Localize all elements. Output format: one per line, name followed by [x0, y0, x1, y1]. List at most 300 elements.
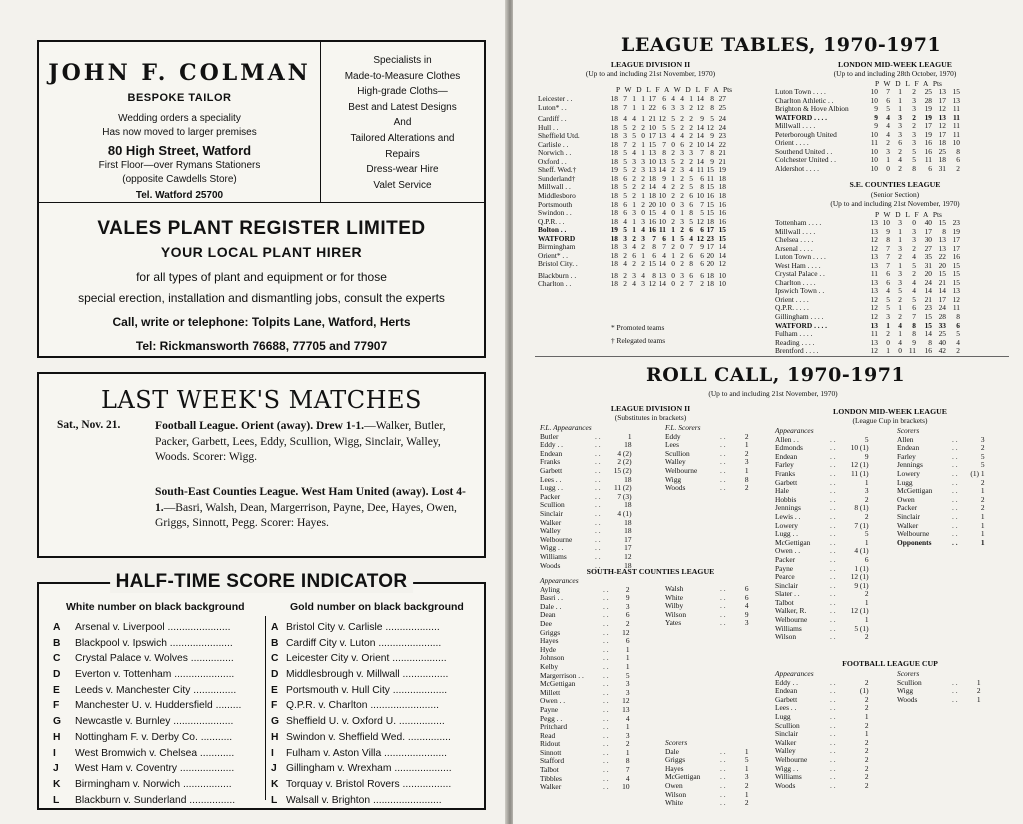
- stat-cell: 5: [671, 156, 675, 166]
- player-name: Lugg: [775, 711, 791, 721]
- stat-cell: 8: [662, 148, 666, 158]
- column-header: Appearances: [540, 576, 579, 585]
- stat-cell: 23: [952, 218, 960, 227]
- player-value: 7: [625, 765, 630, 775]
- stat-cell: 2: [689, 102, 693, 112]
- stat-cell: 4: [662, 208, 666, 218]
- leader-dots: . .: [830, 460, 836, 470]
- stat-cell: 6: [689, 199, 693, 209]
- stat-cell: 13: [938, 243, 946, 253]
- player-name: Walley: [540, 526, 561, 536]
- match-name: Q.P.R. v. Charlton ........................: [286, 700, 439, 712]
- vales-tel: Tel: Rickmansworth 76688, 77705 and 77907: [135, 339, 388, 353]
- player-name: Lewis . .: [775, 511, 801, 521]
- player-value: 1: [980, 529, 985, 539]
- colman-tel: Tel. Watford 25700: [135, 190, 224, 201]
- player-name: Garbett: [540, 465, 563, 475]
- stat-cell: 8: [652, 242, 656, 252]
- stat-cell: 13: [952, 286, 960, 296]
- player-name: Owen . .: [775, 546, 801, 556]
- stat-cell: 10: [648, 122, 656, 132]
- stat-cell: 18: [610, 139, 618, 149]
- team-name: Arsenal . . . .: [775, 243, 813, 253]
- stat-cell: 5: [623, 225, 627, 235]
- section-rule: [535, 356, 1009, 357]
- half-time-row: [271, 636, 452, 652]
- stat-cell: 3: [886, 146, 890, 156]
- stat-cell: 18: [718, 182, 726, 192]
- se-counties-date: (Up to and including 21st November, 1970): [830, 199, 960, 208]
- player-name: Wigg . .: [775, 763, 799, 773]
- stat-cell: 14: [648, 182, 656, 192]
- stat-cell: 2: [689, 156, 693, 166]
- stat-cell: 13: [870, 320, 878, 330]
- stat-cell: 9: [874, 121, 878, 131]
- leader-dots: . .: [595, 465, 601, 475]
- leader-dots: . .: [830, 763, 836, 773]
- player-name: Tibbles: [540, 773, 562, 783]
- stat-cell: 24: [718, 122, 726, 132]
- colman-service: And: [393, 117, 412, 129]
- player-name: Endean: [897, 443, 920, 453]
- leader-dots: . .: [603, 618, 609, 628]
- stat-cell: 10: [870, 163, 878, 173]
- player-name: Scullion: [897, 677, 922, 687]
- player-name: Endean: [540, 448, 563, 458]
- player-value: 1: [980, 511, 985, 521]
- leader-dots: . .: [830, 494, 836, 504]
- stat-cell: 16: [706, 191, 714, 201]
- leader-dots: . .: [952, 460, 958, 470]
- player-name: Walker: [897, 520, 919, 530]
- table-row: [538, 104, 726, 113]
- stat-cell: 15: [706, 208, 714, 218]
- match-letter: I: [271, 747, 274, 759]
- stat-cell: 9: [912, 337, 916, 347]
- rc-midweek-subtitle: (League Cup in brackets): [852, 416, 928, 425]
- stat-cell: 6: [680, 139, 684, 149]
- fl-appearances-table: [540, 424, 632, 570]
- player-value: 5: [625, 670, 630, 680]
- stat-cell: 9: [886, 226, 890, 236]
- roll-call-subtitle: (Up to and including 21st November, 1970): [708, 389, 838, 398]
- team-name: Gillingham . . . .: [775, 312, 824, 322]
- stat-cell: 6: [956, 155, 960, 165]
- leader-dots: . .: [830, 597, 836, 607]
- player-value: 1: [744, 763, 749, 773]
- stat-cell: 11: [952, 121, 960, 131]
- se-scorers-table: [665, 739, 749, 808]
- stat-cell: 14: [718, 242, 726, 252]
- player-value: 12 (1): [850, 460, 869, 470]
- player-value: 2 (2): [617, 457, 632, 467]
- player-row: [665, 619, 749, 628]
- midweek-appearances-table: [775, 427, 869, 642]
- half-time-row: [53, 651, 241, 667]
- match-name: Torquay v. Bristol Rovers .................: [286, 778, 452, 790]
- leader-dots: . .: [603, 661, 609, 671]
- stat-cell: 5: [898, 286, 902, 296]
- leader-dots: . .: [952, 486, 958, 496]
- player-value: 18: [624, 517, 632, 527]
- column-header: Scorers: [897, 426, 920, 435]
- stat-cell: 4: [689, 233, 693, 243]
- stat-cell: 13: [952, 95, 960, 105]
- team-name: WATFORD . . . .: [775, 112, 828, 122]
- stat-cell: 15: [718, 225, 726, 235]
- player-name: Payne: [775, 563, 794, 573]
- stat-cell: 15: [706, 182, 714, 192]
- player-name: Sinclair: [775, 729, 798, 739]
- stat-cell: 5: [632, 131, 636, 141]
- stat-cell: 14: [938, 286, 946, 296]
- stat-cell: 5: [912, 260, 916, 270]
- stat-cell: 19: [610, 225, 618, 235]
- player-value: 8 (1): [854, 503, 869, 513]
- stat-cell: 5: [912, 294, 916, 304]
- vales-subtitle: YOUR LOCAL PLANT HIRER: [160, 244, 363, 260]
- match-letter: B: [53, 637, 61, 649]
- stat-cell: 10: [658, 199, 666, 209]
- leader-dots: . .: [830, 537, 836, 547]
- stat-cell: 1: [641, 114, 645, 124]
- player-row: [540, 783, 630, 792]
- leader-dots: . .: [595, 483, 601, 493]
- stat-cell: 1: [632, 225, 636, 235]
- stat-cell: 4: [886, 286, 890, 296]
- stat-cell: 15: [718, 233, 726, 243]
- leader-dots: . .: [720, 798, 726, 808]
- stat-cell: 9: [874, 104, 878, 114]
- stat-cell: 2: [632, 165, 636, 175]
- stat-cell: 7: [652, 233, 656, 243]
- stat-cell: 3: [912, 138, 916, 148]
- colman-service: High-grade Cloths—: [357, 86, 448, 98]
- leader-dots: . .: [952, 511, 958, 521]
- stat-cell: 2: [680, 122, 684, 132]
- roll-call-title: ROLL CALL, 1970-1971: [646, 364, 906, 386]
- stat-cell: 10: [718, 279, 726, 289]
- stat-cell: 21: [648, 114, 656, 124]
- leader-dots: . .: [603, 584, 609, 594]
- vales-address: Call, write or telephone: Tolpits Lane, Watford, Herts: [112, 315, 411, 329]
- player-value: 9: [625, 593, 630, 603]
- team-name: West Ham . . . .: [775, 260, 821, 270]
- cup-scorers-table: [897, 670, 981, 704]
- match-letter: E: [53, 684, 60, 696]
- player-name: Wilson: [775, 632, 797, 642]
- white-number-heading: White number on black background: [66, 601, 245, 613]
- stat-cell: 2: [680, 225, 684, 235]
- rc-cup-title: FOOTBALL LEAGUE CUP: [842, 659, 938, 668]
- player-value: 2: [864, 737, 869, 747]
- player-value: 1: [864, 729, 869, 739]
- half-time-row: [53, 683, 241, 699]
- stat-cell: 1: [898, 104, 902, 114]
- player-name: Stafford: [540, 756, 565, 766]
- team-name: Millwall . . . .: [775, 121, 816, 131]
- stat-cell: 3: [632, 156, 636, 166]
- team-name: Bolton . .: [538, 225, 567, 235]
- leader-dots: . .: [830, 677, 836, 687]
- player-name: Wilson: [665, 609, 687, 619]
- stat-cell: 11: [696, 165, 704, 175]
- stat-cell: 1: [671, 173, 675, 183]
- player-value: 2: [980, 494, 985, 504]
- stat-cell: 17: [648, 94, 656, 103]
- team-name: Millwall . .: [538, 182, 571, 192]
- divider: [39, 202, 484, 203]
- last-weeks-matches-box: [37, 372, 486, 558]
- player-value: 1: [980, 537, 985, 547]
- stat-cell: 18: [938, 138, 946, 148]
- stat-cell: 10: [658, 191, 666, 201]
- stat-cell: 10: [952, 138, 960, 148]
- team-name: Middlesboro: [538, 191, 576, 201]
- stat-cell: 12: [870, 294, 878, 304]
- stat-cell: 2: [898, 252, 902, 262]
- stat-cell: 2: [680, 182, 684, 192]
- stat-cell: 18: [610, 279, 618, 289]
- stat-cell: 5: [689, 216, 693, 226]
- player-value: 8: [744, 474, 749, 484]
- match-letter: K: [271, 778, 279, 790]
- match-name: Swindon v. Sheffield Wed. ...............: [286, 731, 451, 743]
- stat-cell: 25: [938, 329, 946, 339]
- vales-line: special erection, installation and dismantling jobs, consult the experts: [78, 291, 445, 305]
- team-name: Charlton Athletic . .: [775, 95, 834, 105]
- leader-dots: . .: [603, 756, 609, 766]
- stat-cell: 3: [886, 312, 890, 322]
- leader-dots: . .: [952, 477, 958, 487]
- leader-dots: . .: [830, 520, 836, 530]
- stat-cell: 18: [610, 199, 618, 209]
- colman-ad: [39, 42, 321, 202]
- stat-cell: 19: [924, 129, 932, 139]
- team-name: Ipswich Town . .: [775, 286, 825, 296]
- stat-cell: 2: [641, 199, 645, 209]
- player-name: Wilson: [665, 789, 687, 799]
- stat-cell: 18: [610, 94, 618, 103]
- team-name: Luton Town . . . .: [775, 252, 826, 262]
- stat-cell: 31: [938, 163, 946, 173]
- stat-cell: 0: [671, 199, 675, 209]
- team-name: Tottenham . . . .: [775, 218, 822, 227]
- leader-dots: . .: [603, 773, 609, 783]
- match-letter: F: [271, 700, 278, 712]
- stat-cell: 23: [718, 131, 726, 141]
- player-value: 2: [625, 618, 630, 628]
- colman-subtitle: BESPOKE TAILOR: [127, 92, 232, 104]
- team-name: Aldershot . . . .: [775, 163, 819, 173]
- stat-cell: 2: [689, 139, 693, 149]
- stat-cell: 9: [710, 131, 714, 141]
- player-value: 1: [625, 653, 630, 663]
- stat-cell: 13: [870, 252, 878, 262]
- player-value: 18: [624, 474, 632, 484]
- team-name: Hull . .: [538, 122, 559, 132]
- stat-cell: 5: [912, 146, 916, 156]
- stat-cell: 12: [706, 122, 714, 132]
- stat-cell: 5: [689, 182, 693, 192]
- half-time-row: [271, 651, 452, 667]
- stat-cell: 13: [658, 270, 666, 280]
- leader-dots: . .: [830, 563, 836, 573]
- player-value: 12 (1): [850, 606, 869, 616]
- leader-dots: . .: [720, 618, 726, 628]
- player-name: Read: [540, 730, 556, 740]
- player-value: 2: [625, 584, 630, 594]
- match-letter: F: [53, 700, 60, 712]
- stat-cell: 1: [632, 199, 636, 209]
- team-name: Charlton . . . .: [775, 277, 816, 287]
- stat-cell: 13: [870, 277, 878, 287]
- player-name: Payne: [540, 704, 559, 714]
- leader-dots: . .: [603, 730, 609, 740]
- leader-dots: . .: [720, 601, 726, 611]
- player-name: Dee: [540, 618, 552, 628]
- stat-cell: 18: [610, 259, 618, 269]
- player-value: 6: [864, 554, 869, 564]
- stat-cell: 2: [632, 182, 636, 192]
- relegated-note: † Relegated teams: [611, 336, 666, 345]
- stat-cell: 12: [696, 233, 704, 243]
- fl-scorers-table: [665, 424, 749, 493]
- stat-cell: 13: [938, 87, 946, 96]
- stat-cell: 6: [689, 191, 693, 201]
- player-value: 18: [624, 440, 632, 450]
- player-value: 2: [864, 763, 869, 773]
- stat-cell: 2: [898, 294, 902, 304]
- player-name: Garbett: [775, 477, 798, 487]
- stat-cell: 5: [623, 191, 627, 201]
- promoted-note: * Promoted teams: [611, 323, 665, 332]
- match-name: Blackpool v. Ipswich ......................: [75, 637, 233, 649]
- player-name: Lowery: [897, 468, 920, 478]
- match-lineup: —Walker, Butler, Packer, Garbett, Lees, Eddy, Scullion, Wigg, Sinclair, Walley, Woods. Scorer: Wigg.: [155, 419, 446, 463]
- stat-cell: 1: [641, 191, 645, 201]
- leader-dots: . .: [830, 503, 836, 513]
- stat-cell: 0: [641, 131, 645, 141]
- player-name: Sinclair: [540, 508, 563, 518]
- leader-dots: . .: [952, 443, 958, 453]
- stat-cell: 7: [689, 279, 693, 289]
- stat-cell: 15: [924, 320, 932, 330]
- player-name: Yates: [665, 618, 682, 628]
- player-name: White: [665, 592, 684, 602]
- stat-cell: 8: [652, 270, 656, 280]
- stat-cell: 18: [610, 156, 618, 166]
- match-name: Leeds v. Manchester City ...............: [75, 684, 237, 696]
- midweek-title: LONDON MID-WEEK LEAGUE: [838, 60, 952, 69]
- match-name: West Bromwich v. Chelsea ............: [75, 747, 235, 759]
- stat-cell: 13: [870, 286, 878, 296]
- stat-cell: 11: [908, 346, 916, 356]
- player-name: Margerrison . .: [540, 670, 584, 680]
- stat-cell: 3: [689, 148, 693, 158]
- stat-cell: 3: [912, 104, 916, 114]
- stat-cell: 33: [938, 320, 946, 330]
- player-value: 6: [744, 584, 749, 593]
- player-value: 4: [625, 713, 630, 723]
- leader-dots: . .: [603, 601, 609, 611]
- stat-cell: 11: [659, 225, 666, 235]
- stat-cell: 14: [924, 329, 932, 339]
- stat-cell: 12: [696, 216, 704, 226]
- stat-cell: 1: [898, 87, 902, 96]
- stat-cell: 2: [912, 87, 916, 96]
- colman-service: Made-to-Measure Clothes: [344, 70, 461, 82]
- player-value: 8: [625, 756, 630, 766]
- stat-cell: 7: [623, 102, 627, 112]
- stat-cell: 2: [689, 131, 693, 141]
- stat-cell: 4: [623, 216, 627, 226]
- stat-cell: 1: [641, 102, 645, 112]
- match-name: Everton v. Tottenham .....................: [75, 669, 235, 681]
- stat-cell: 18: [610, 173, 618, 183]
- half-time-row: [271, 730, 452, 746]
- leader-dots: . .: [603, 627, 609, 637]
- player-value: 18: [624, 560, 632, 570]
- stat-cell: 14: [696, 131, 704, 141]
- stat-cell: 18: [718, 173, 726, 183]
- player-value: 2: [864, 746, 869, 756]
- leader-dots: . .: [603, 704, 609, 714]
- player-value: 3: [625, 687, 630, 697]
- player-value: 2: [744, 448, 749, 458]
- player-value: 10: [622, 782, 630, 792]
- leader-dots: . .: [595, 560, 601, 570]
- stat-cell: 3: [680, 165, 684, 175]
- stat-cell: 2: [680, 250, 684, 260]
- player-name: Franks: [540, 457, 561, 467]
- cup-appearances-table: [775, 670, 869, 790]
- stat-cell: 17: [706, 242, 714, 252]
- match-letter: A: [53, 622, 61, 633]
- player-value: 7 (3): [617, 491, 632, 501]
- match-letter: D: [271, 669, 279, 681]
- stat-cell: 8: [912, 320, 916, 330]
- stat-cell: 2: [632, 233, 636, 243]
- stat-cell: 2: [680, 279, 684, 289]
- stat-cell: 13: [938, 112, 946, 122]
- div2-title: LEAGUE DIVISION II: [610, 60, 691, 69]
- half-time-row: [53, 746, 241, 762]
- stat-cell: 4: [671, 94, 675, 103]
- team-name: Colchester United . .: [775, 155, 836, 165]
- player-value: 5 (1): [854, 623, 869, 633]
- stat-cell: 10: [658, 216, 666, 226]
- leader-dots: . .: [952, 494, 958, 504]
- half-time-title: HALF-TIME SCORE INDICATOR: [110, 571, 414, 593]
- stat-cell: 0: [671, 259, 675, 269]
- stat-cell: 4: [641, 270, 645, 280]
- half-time-row: [53, 698, 241, 714]
- player-value: 4: [625, 773, 630, 783]
- leader-dots: . .: [603, 653, 609, 663]
- stat-cell: 5: [671, 114, 675, 124]
- player-name: Allen: [897, 434, 914, 444]
- stat-cell: 3: [641, 233, 645, 243]
- colman-line: (opposite Cawdells Store): [122, 174, 237, 185]
- match-letter: J: [271, 763, 277, 775]
- leader-dots: . .: [830, 615, 836, 625]
- player-name: Lugg . .: [540, 483, 563, 493]
- stat-cell: 5: [623, 148, 627, 158]
- player-name: Wigg: [897, 686, 914, 696]
- stat-cell: 0: [886, 163, 890, 173]
- match-heading: Football League. Orient (away). Drew 1-1.: [155, 419, 365, 432]
